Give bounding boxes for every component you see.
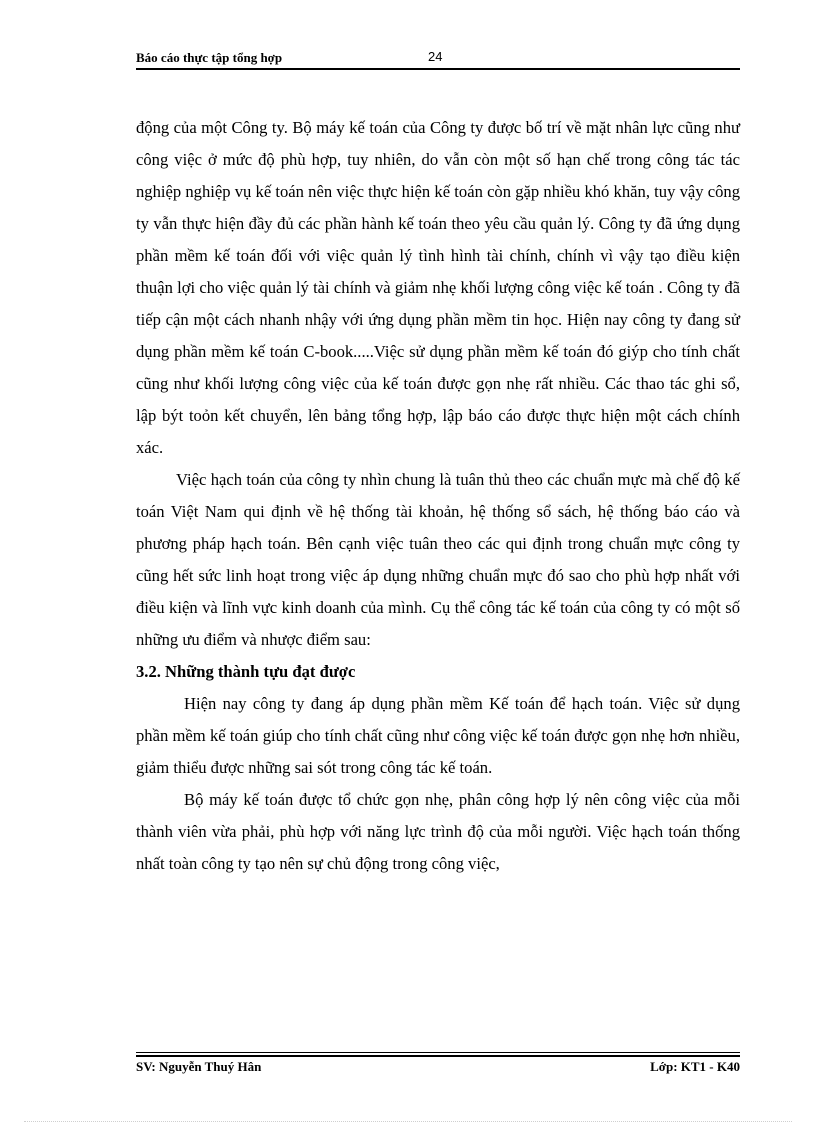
page-footer [136, 1059, 740, 1077]
page-number: 24 [428, 49, 443, 64]
footer-class: Lớp: KT1 - K40 [650, 1059, 740, 1074]
paragraph-2: Việc hạch toán của công ty nhìn chung là tuân thủ theo các chuẩn mực mà chế độ kế toán Việt Nam qui định về hệ thống tài khoản, hệ thống sổ sách, hệ thống báo cáo và phương pháp hạch toán. Bên cạnh việc tuân theo các qui định trong chuẩn mực công ty cũng hết sức linh hoạt trong việc áp dụng những chuẩn mực đó sao cho phù hợp nhất với điều kiện và lĩnh vực kinh doanh của mình. Cụ thể công tác kế toán của công ty có một số những ưu điểm và nhược điểm sau: [136, 470, 740, 649]
section-paragraph-1: Hiện nay công ty đang áp dụng phần mềm Kế toán để hạch toán. Việc sử dụng phần mềm kế toán giúp cho tính chất cũng như công việc kế toán được gọn nhẹ hơn nhiều, giảm thiểu được những sai sót trong công tác kế toán. [136, 694, 740, 777]
header-title: Báo cáo thực tập tổng hợp [136, 50, 283, 65]
page-bottom-edge [24, 1121, 792, 1122]
footer-rule [136, 1052, 740, 1053]
page-header [136, 50, 740, 68]
body-text [136, 112, 740, 880]
section-paragraph-2: Bộ máy kế toán được tổ chức gọn nhẹ, phân công hợp lý nên công việc của mỗi thành viên vừa phải, phù hợp với năng lực trình độ của mỗi người. Việc hạch toán thống nhất toàn công ty tạo nên sự chủ động trong công việc, [136, 790, 740, 873]
paragraph-1: động của một Công ty. Bộ máy kế toán của Công ty được bố trí về mặt nhân lực cũng như công việc ở mức độ phù hợp, tuy nhiên, do vẫn còn một số hạn chế trong công tác tác nghiệp nghiệp vụ kế toán nên việc thực hiện kế toán còn gặp nhiều khó khăn, tuy vậy công ty vẫn thực hiện đầy đủ các phần hành kế toán theo yêu cầu quản lý. Công ty đã ứng dụng phần mềm kế toán đối với việc quản lý tình hình tài chính, chính vì vậy tạo điều kiện thuận lợi cho việc quản lý tài chính và giảm nhẹ khối lượng công việc kế toán . Công ty đã tiếp cận một cách nhanh nhậy với ứng dụng phần mềm tin học. Hiện nay công ty đang sử dụng phần mềm kế toán C-book.....Việc sử dụng phần mềm kế toán đó giýp cho tính chất cũng như khối lượng công việc của kế toán được gọn nhẹ rất nhiều. Các thao tác ghi sổ, lập být toỏn kết chuyển, lên bảng tổng hợp, lập báo cáo được thực hiện một cách chính xác. [136, 118, 740, 457]
section-heading: 3.2. Những thành tựu đạt được [136, 662, 356, 681]
footer-rule-thick [136, 1055, 740, 1057]
footer-student: SV: Nguyễn Thuý Hân [136, 1059, 262, 1074]
header-rule [136, 68, 740, 70]
